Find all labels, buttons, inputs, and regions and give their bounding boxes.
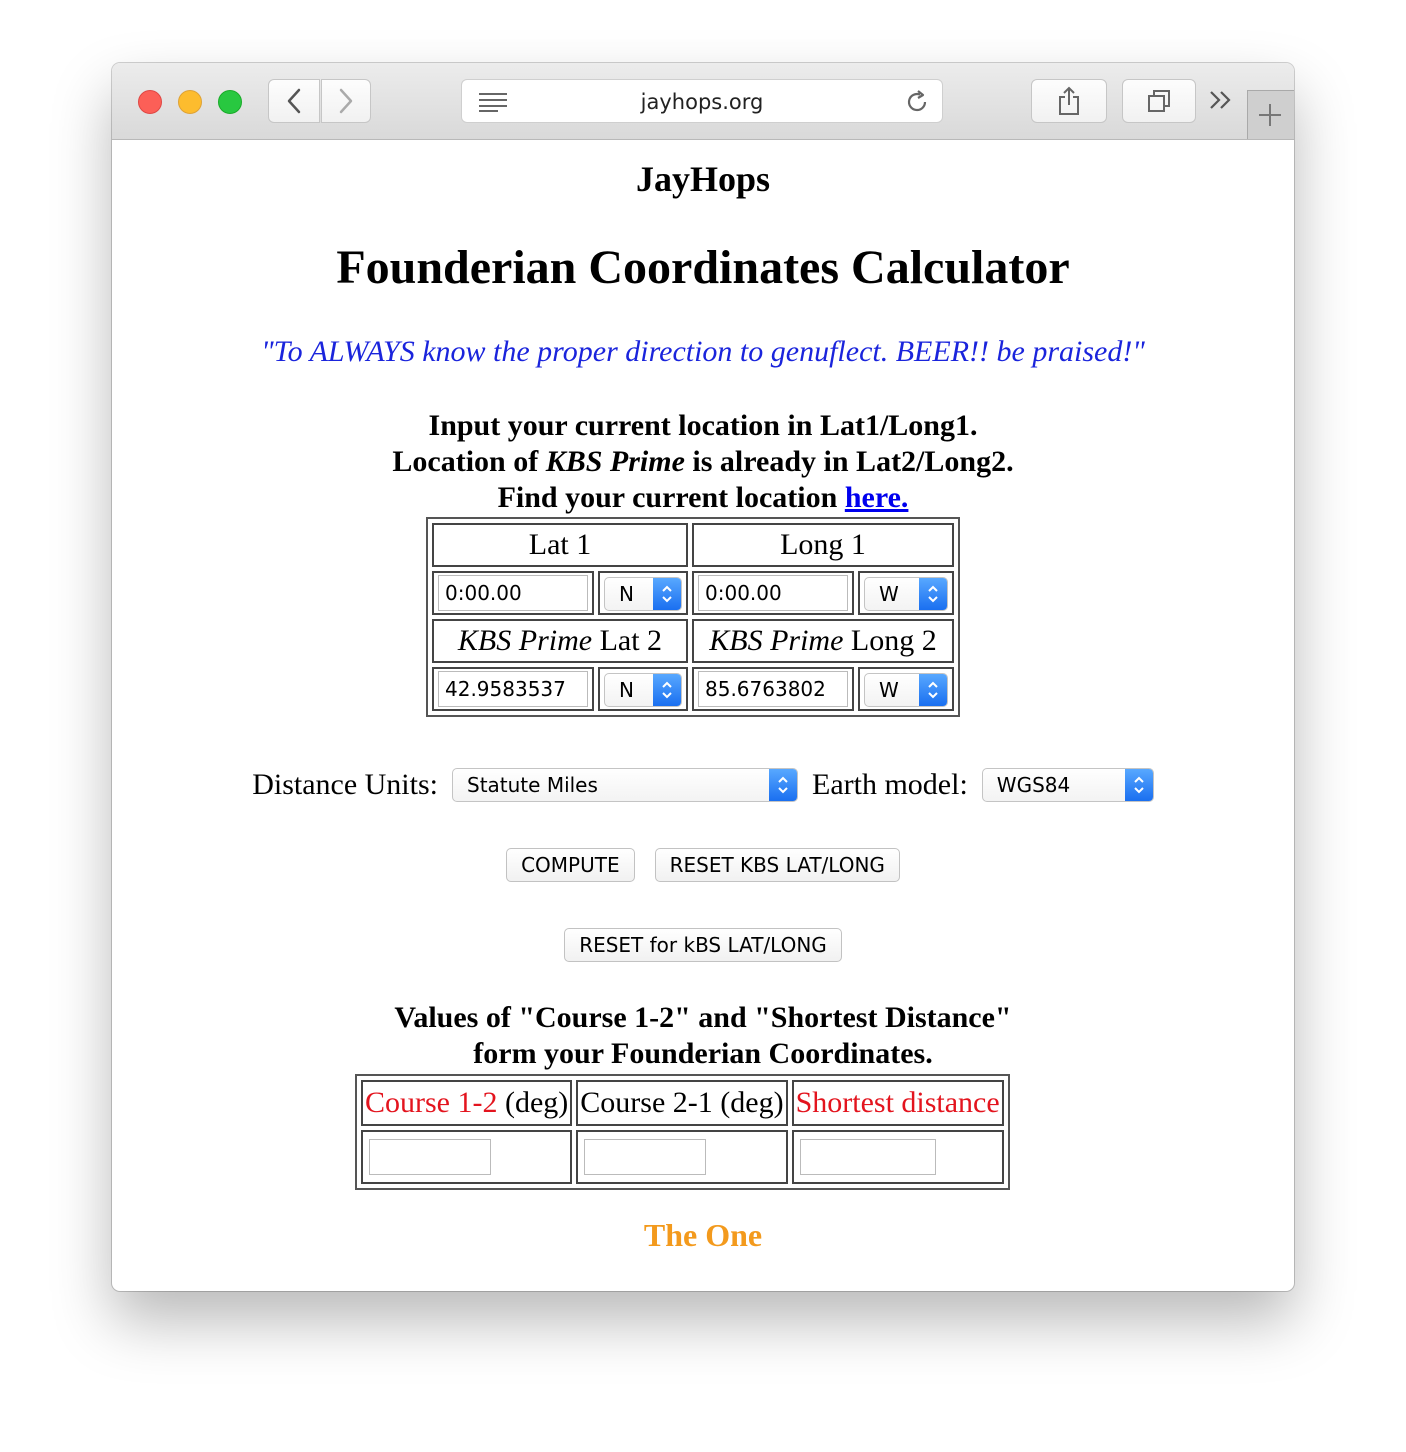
url-text[interactable]: jayhops.org — [640, 90, 764, 114]
long1-input[interactable]: 0:00.00 — [698, 575, 848, 611]
zoom-window-button[interactable] — [218, 90, 242, 114]
instructions-line2: Location of KBS Prime is already in Lat2/Long2. — [392, 445, 1014, 478]
results-table — [355, 1074, 1010, 1190]
distance-units-label: Distance Units: — [252, 768, 438, 801]
close-window-button[interactable] — [138, 90, 162, 114]
distance-units-select[interactable]: Statute Miles — [452, 768, 798, 802]
lat1-header: Lat 1 — [432, 523, 688, 567]
browser-window — [112, 63, 1294, 1291]
new-tab-button[interactable] — [1247, 90, 1294, 139]
plus-icon — [1248, 91, 1293, 138]
reset-kbs-button[interactable]: RESET KBS LAT/LONG — [655, 848, 900, 882]
results-heading: Values of "Course 1-2" and "Shortest Distance" form your Founderian Coordinates. — [394, 1001, 1012, 1070]
site-title: JayHops — [635, 159, 771, 199]
motto: "To ALWAYS know the proper direction to genuflect. BEER!! be praised!" — [261, 335, 1145, 368]
select-arrows-icon — [919, 674, 947, 706]
instructions-line1: Input your current location in Lat1/Long1. — [428, 409, 978, 442]
chevron-double-right-icon[interactable] — [1208, 89, 1234, 111]
lat2-header: KBS Prime Lat 2 — [432, 619, 688, 663]
show-tabs-button[interactable] — [1122, 79, 1196, 123]
share-button[interactable] — [1031, 79, 1107, 123]
footer-text: The One — [643, 1217, 763, 1253]
select-arrows-icon — [1125, 769, 1153, 801]
forward-arrow-icon — [338, 88, 354, 114]
reload-icon[interactable] — [904, 89, 930, 115]
course12-output[interactable] — [369, 1139, 491, 1175]
page-content — [112, 140, 1294, 1291]
select-arrows-icon — [653, 674, 681, 706]
minimize-window-button[interactable] — [178, 90, 202, 114]
share-icon — [1057, 86, 1081, 116]
forward-button[interactable] — [321, 79, 371, 123]
long1-direction-select[interactable]: W — [864, 577, 948, 611]
units-row — [112, 768, 1294, 802]
course21-output[interactable] — [584, 1139, 706, 1175]
address-bar[interactable] — [461, 79, 943, 123]
select-arrows-icon — [919, 578, 947, 610]
reset-for-kbs-button[interactable]: RESET for kBS LAT/LONG — [564, 928, 842, 962]
back-arrow-icon — [286, 88, 302, 114]
long2-input[interactable]: 85.6763802 — [698, 671, 848, 707]
coordinates-table — [426, 517, 960, 717]
page-title: Founderian Coordinates Calculator — [336, 241, 1070, 294]
reset-row — [112, 928, 1294, 962]
long2-header: KBS Prime Long 2 — [692, 619, 954, 663]
instructions — [112, 408, 1294, 516]
compute-button[interactable]: COMPUTE — [506, 848, 635, 882]
long2-direction-select[interactable]: W — [864, 673, 948, 707]
lat2-input[interactable]: 42.9583537 — [438, 671, 588, 707]
course12-header: Course 1-2 (deg) — [361, 1080, 572, 1126]
back-button[interactable] — [268, 79, 320, 123]
earth-model-label: Earth model: — [812, 768, 968, 801]
course21-header: Course 2-1 (deg) — [576, 1080, 787, 1126]
select-arrows-icon — [769, 769, 797, 801]
action-buttons — [112, 848, 1294, 882]
shortest-distance-output[interactable] — [800, 1139, 936, 1175]
shortest-distance-header: Shortest distance — [792, 1080, 1004, 1126]
long1-header: Long 1 — [692, 523, 954, 567]
lat2-direction-select[interactable]: N — [604, 673, 682, 707]
earth-model-select[interactable]: WGS84 — [982, 768, 1154, 802]
instructions-line3: Find your current location here. — [497, 481, 909, 514]
toolbar — [112, 63, 1294, 140]
select-arrows-icon — [653, 578, 681, 610]
find-location-link[interactable]: here. — [844, 481, 909, 514]
lat1-input[interactable]: 0:00.00 — [438, 575, 588, 611]
lat1-direction-select[interactable]: N — [604, 577, 682, 611]
tabs-icon — [1146, 89, 1172, 113]
